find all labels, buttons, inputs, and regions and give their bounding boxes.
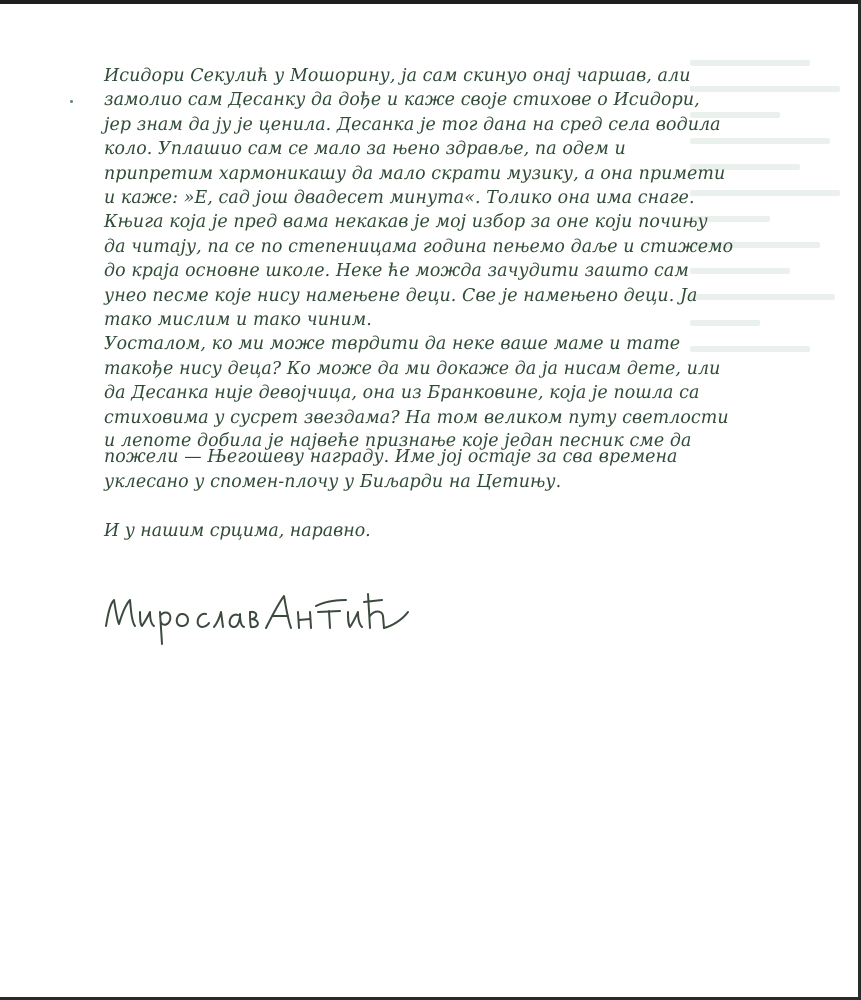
text-line: Књига која је пред вама некакав је мој избор за оне који почињу [104,212,708,233]
text-line: припретим хармоникашу да мало скрати музику, а она примети [104,163,726,184]
text-line: да читају, па се по степеницама година пењемо даље и стижемо [104,236,734,257]
paper-speck [70,100,73,103]
body-text [104,64,784,494]
text-line: уклесано у спомен-плочу у Биљарди на Цетињу. [104,471,562,492]
closing-line: И у нашим срцима, наравно. [104,521,371,541]
text-line: Уосталом, ко ми може тврдити да неке ваше маме и тате [104,334,681,355]
text-line: коло. Уплашио сам се мало за њено здравље, па одем и [104,139,626,160]
text-line: до краја основне школе. Неке ће можда зачудити зашто сам [104,261,689,282]
text-line: стиховима у сусрет звездама? На том великом путу светлости [104,407,729,428]
signature-image [102,586,512,656]
text-line: унео песме које нису намењене деци. Све је намењено деци. Ја [104,285,698,306]
text-line: јер знам да ју је ценила. Десанка је тог дана на сред села водила [104,114,721,135]
text-line: замолио сам Десанку да дође и каже своје стихове о Исидори, [104,90,700,111]
text-line: такође нису деца? Ко може да ми докаже да ја нисам дете, или [104,358,721,379]
scan-border-top [0,0,861,4]
text-line: тако мислим и тако чиним. [104,310,372,331]
text-line: и каже: »Е, сад још двадесет минута«. Толико она има снаге. [104,188,695,209]
text-line: да Десанка није девојчица, она из Бранковине, која је пошла са [104,383,700,404]
text-line: Исидори Секулић у Мошорину, ја сам скинуо онај чаршав, али [104,66,691,86]
text-line: пожели — Његошеву награду. Име јој остаје за сва времена [104,447,678,468]
cut-off-text-line: и лепоте добила је највеће признање које један песник сме да [104,431,692,452]
